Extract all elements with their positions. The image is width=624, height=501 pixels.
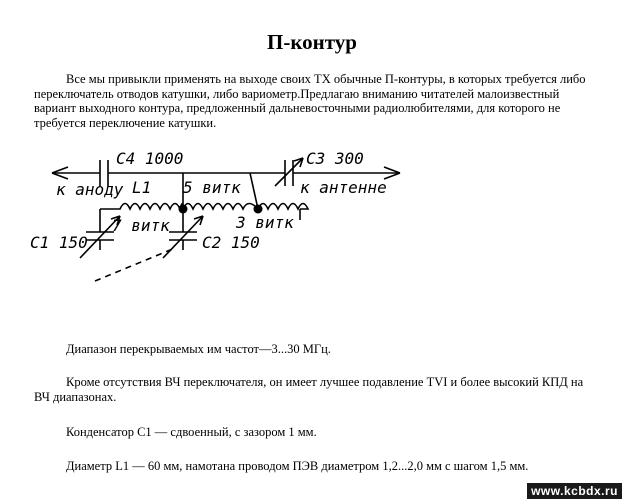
frequency-range-paragraph: Диапазон перекрываемых им частот—3...30 МГц. xyxy=(66,342,331,356)
capacitor-paragraph: Конденсатор С1 — сдвоенный, с зазором 1 мм. xyxy=(66,425,317,439)
c4-label: C4 1000 xyxy=(116,149,184,168)
advantages-paragraph: Кроме отсутствия ВЧ переключателя, он имеет лучшее подавление TVI и более высокий КПД на ВЧ диапазонах. xyxy=(34,375,584,404)
c3-tuning-arrow xyxy=(275,158,303,186)
anode-label: к аноду xyxy=(56,180,124,199)
c1-label: C1 150 xyxy=(30,233,88,252)
intro-paragraph: Все мы привыкли применять на выходе своих ТХ обычные П-контуры, в которых требуется либо переключатель отводов катушки, либо вариометр.Предлагаю вниманию читателей малоизвестный вариант выходного контура, предложенный дальневосточными радиолюбителями, для которого не требуется переключение катушки. xyxy=(34,72,586,130)
turns7-label: 7 витк xyxy=(112,216,170,235)
c3-label: C3 300 xyxy=(306,149,364,168)
site-watermark: www.kcbdx.ru xyxy=(527,483,622,499)
l1-label: L1 xyxy=(132,178,152,197)
schematic-diagram xyxy=(0,140,624,300)
turns3-label: 3 витк xyxy=(236,213,294,232)
page-title: П-контур xyxy=(267,30,357,54)
tap-dot-5 xyxy=(179,205,188,214)
turns5-label: 5 витк xyxy=(183,178,241,197)
coil-diameter-paragraph: Диаметр L1 — 60 мм, намотана проводом ПЭВ диаметром 1,2...2,0 мм с шагом 1,5 мм. xyxy=(66,459,529,473)
c2-label: C2 150 xyxy=(202,233,260,252)
antenna-label: к антенне xyxy=(300,178,387,197)
coil-l1 xyxy=(100,204,308,210)
gang-link xyxy=(95,248,175,281)
